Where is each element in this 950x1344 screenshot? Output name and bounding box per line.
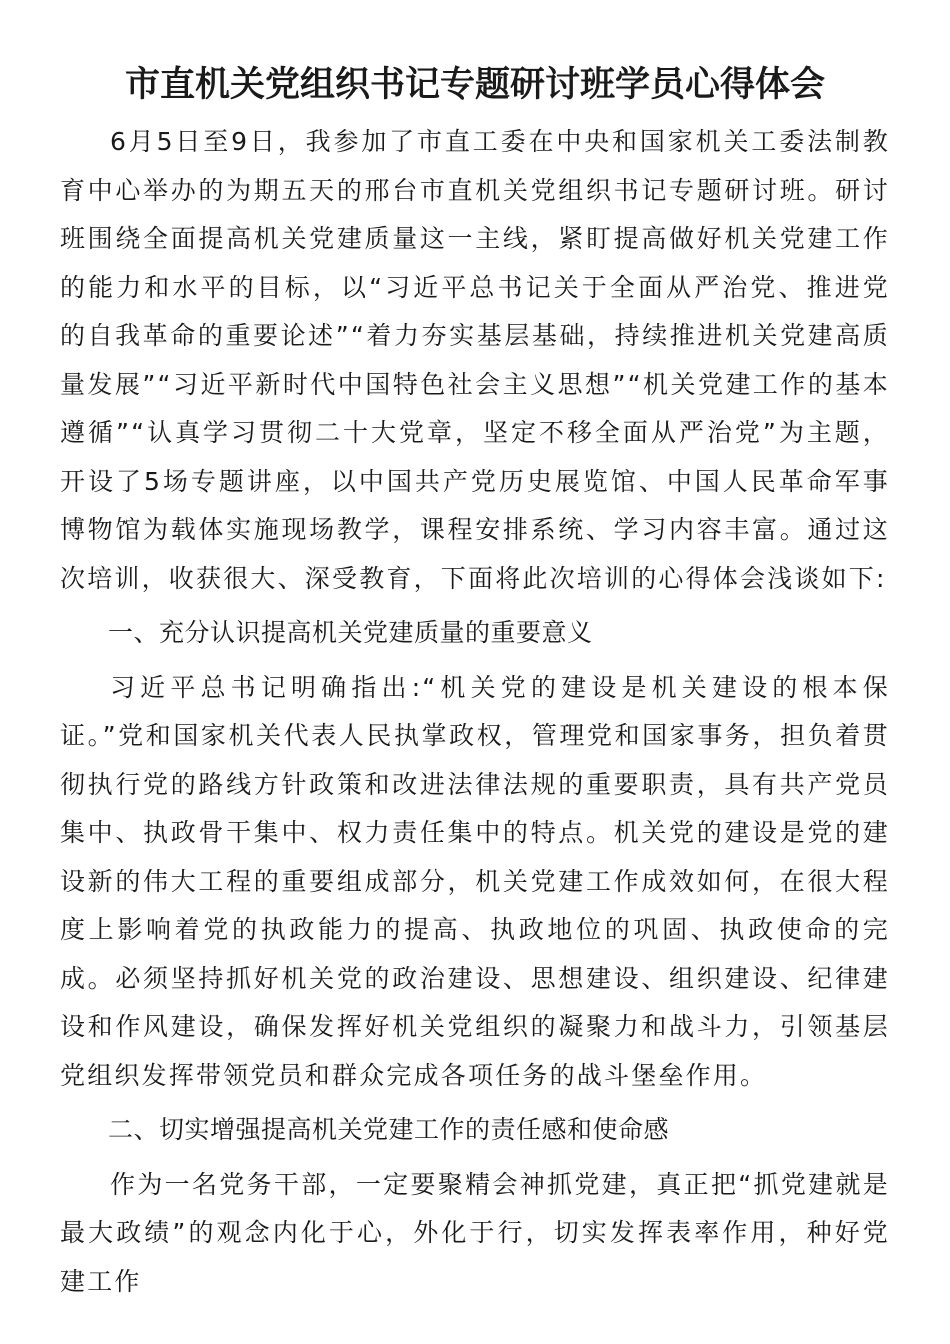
section-2-paragraph: 作为一名党务干部，一定要聚精会神抓党建，真正把“抓党建就是最大政绩”的观念内化于心，外化于行，切实发挥表率作用，种好党建工作 bbox=[60, 1169, 890, 1296]
document-title: 市直机关党组织书记专题研讨班学员心得体会 bbox=[124, 64, 825, 105]
section-1-paragraph: 习近平总书记明确指出:“机关党的建设是机关建设的根本保证。”党和国家机关代表人民执掌政权，管理党和国家事务，担负着贯彻执行党的路线方针政策和改进法律法规的重要职责，具有共产党员集中、执政骨干集中、权力责任集中的特点。机关党的建设是党的建设新的伟大工程的重要组成部分，机关党建工作成效如何，在很大程度上影响着党的执政能力的提高、执政地位的巩固、执政使命的完成。必须坚持抓好机关党的政治建设、思想建设、组织建设、纪律建设和作风建设，确保发挥好机关党组织的凝聚力和战斗力，引领基层党组织发挥带领党员和群众完成各项任务的战斗堡垒作用。 bbox=[60, 672, 890, 1090]
section-2-heading: 二、切实增强提高机关党建工作的责任感和使命感 bbox=[108, 1115, 670, 1144]
section-1-heading: 一、充分认识提高机关党建质量的重要意义 bbox=[108, 618, 593, 647]
intro-paragraph: 6月5日至9日，我参加了市直工委在中央和国家机关工委法制教育中心举办的为期五天的邢台市直机关党组织书记专题研讨班。研讨班围绕全面提高机关党建质量这一主线，紧盯提高做好机关党建工作的能力和水平的目标，以“习近平总书记关于全面从严治党、推进党的自我革命的重要论述”“着力夯实基层基础，持续推进机关党建高质量发展”“习近平新时代中国特色社会主义思想”“机关党建工作的基本遵循”“认真学习贯彻二十大党章，坚定不移全面从严治党”为主题，开设了5场专题讲座，以中国共产党历史展览馆、中国人民革命军事博物馆为载体实施现场教学，课程安排系统、学习内容丰富。通过这次培训，收获很大、深受教育，下面将此次培训的心得体会浅谈如下: bbox=[60, 127, 890, 593]
